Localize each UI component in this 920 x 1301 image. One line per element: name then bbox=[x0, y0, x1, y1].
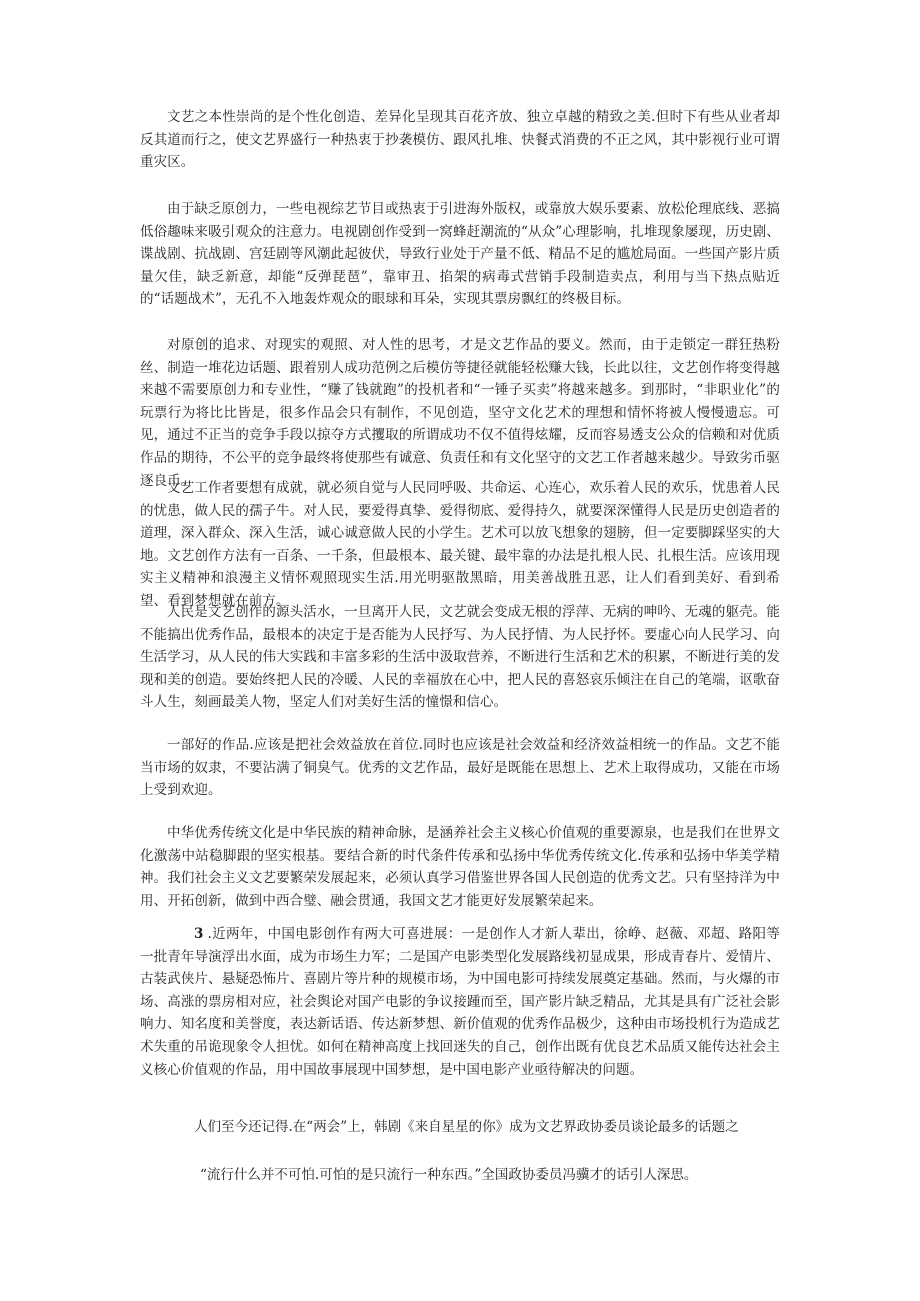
paragraph-number: 3 bbox=[194, 926, 204, 942]
paragraph-4: 文艺工作者要想有成就，就必须自觉与人民同呼吸、共命运、心连心，欢乐着人民的欢乐，忧患着人民的忧患，做人民的孺子牛。对人民，要爱得真挚、爱得彻底、爱得持久，就要深深懂得人民是历史创造者的道理，深入群众、深入生活，诚心诚意做人民的小学生。艺术可以放飞想象的翅膀，但一定要脚踩坚实的大地。文艺创作方法有一百条、一千条，但最根本、最关键、最牢靠的办法是扎根人民、扎根生活。应该用现实主义精神和浪漫主义情怀观照现实生活.用光明驱散黑暗，用美善战胜丑恶，让人们看到美好、看到希望、看到梦想就在前方。 bbox=[140, 480, 780, 609]
paragraph-6: 一部好的作品.应该是把社会效益放在首位.同时也应该是社会效益和经济效益相统一的作品。文艺不能当市场的奴隶，不要沾满了铜臭气。优秀的文艺作品，最好是既能在思想上、艺术上取得成功，又能在市场上受到欢迎。 bbox=[140, 737, 780, 799]
paragraph-5: 人民是文艺创作的源头活水，一旦离开人民，文艺就会变成无根的浮萍、无病的呻吟、无魂的躯壳。能不能搞出优秀作品，最根本的决定于是否能为人民抒写、为人民抒情、为人民抒怀。要虚心向人民学习、向生活学习，从人民的伟大实践和丰富多彩的生活中汲取营养，不断进行生活和艺术的积累，不断进行美的发现和美的创造。要始终把人民的冷暖、人民的幸福放在心中，把人民的喜怒哀乐倾注在自己的笔端，讴歌奋斗人生，刻画最美人物，坚定人们对美好生活的憧憬和信心。 bbox=[140, 604, 780, 711]
paragraph-1: 文艺之本性崇尚的是个性化创造、差异化呈现其百花齐放、独立卓越的精致之美.但时下有些从业者却反其道而行之，使文艺界盛行一种热衷于抄袭模仿、跟风扎堆、快餐式消费的不正之风，其中影视行业可谓重灾区。 bbox=[140, 109, 780, 171]
paragraph-7: 中华优秀传统文化是中华民族的精神命脉，是涵养社会主义核心价值观的重要源泉，也是我们在世界文化激荡中站稳脚跟的坚实根基。要结合新的时代条件传承和弘扬中华优秀传统文化.传承和弘扬中华美学精神。我们社会主义文艺要繁荣发展起来，必须认真学习借鉴世界各国人民创造的优秀文艺。只有坚持洋为中用、开拓创新，做到中西合璧、融会贯通，我国文艺才能更好发展繁荣起来。 bbox=[140, 825, 780, 909]
text-line-two-sessions: 人们至今还记得.在“两会”上，韩剧《来自星星的你》成为文艺界政协委员谈论最多的话题之 bbox=[194, 1119, 739, 1135]
paragraph-3: 对原创的追求、对现实的观照、对人性的思考，才是文艺作品的要义。然而，由于走锁定一群狂热粉丝、制造一堆花边话题、跟着别人成功范例之后模仿等捷径就能轻松赚大钱，长此以往，文艺创作将变得越来越不需要原创力和专业性，“赚了钱就跑”的投机者和“一锤子买卖”将越来越多。到那时，“非职业化”的玩票行为将比比皆是，很多作品会只有制作，不见创造，坚守文化艺术的理想和情怀将被人慢慢遗忘。可见，通过不正当的竞争手段以掠夺方式攫取的所谓成功不仅不值得炫耀，反而容易透支公众的信赖和对优质作品的期待，不公平的竞争最终将使那些有诚意、负责任和有文化坚守的文艺工作者越来越少。导致劣币驱逐良币。 bbox=[140, 337, 780, 489]
paragraph-8-text: .近两年，中国电影创作有两大可喜进展：一是创作人才新人辈出，徐峥、赵薇、邓超、路阳等一批青年导演浮出水面，成为市场生力军；二是国产电影类型化发展路线初显成果，形成青春片、爱情片、古装武侠片、悬疑恐怖片、喜剧片等片种的规模市场，为中国电影可持续发展奠定基础。然而，与火爆的市场、高涨的票房相对应，社会舆论对国产电影的争议接踵而至，国产影片缺乏精品，尤其是具有广泛社会影响力、知名度和美誉度，表达新话语、传达新梦想、新价值观的优秀作品极少，这种由市场投机行为造成艺术失重的吊诡现象令人担忧。如何在精神高度上找回迷失的自己，创作出既有优良艺术品质又能传达社会主义核心价值观的作品，用中国故事展现中国梦想，是中国电影产业亟待解决的问题。 bbox=[140, 926, 780, 1078]
paragraph-8-numbered bbox=[140, 923, 780, 1081]
text-line-quote: “流行什么并不可怕.可怕的是只流行一种东西。”全国政协委员冯骥才的话引人深思。 bbox=[200, 1167, 698, 1183]
paragraph-2: 由于缺乏原创力，一些电视综艺节目或热衷于引进海外版权，或靠放大娱乐要素、放松伦理底线、恶搞低俗趣味来吸引观众的注意力。电视剧创作受到一窝蜂赶潮流的“从众”心理影响，扎堆现象屡现，历史剧、谍战剧、抗战剧、宫廷剧等风潮此起彼伏，导致行业处于产量不低、精品不足的尴尬局面。一些国产影片质量欠佳，缺乏新意，却能“反弹琵琶”，靠审丑、掐架的病毒式营销手段制造卖点，利用与当下热点贴近的“话题战术”，无孔不入地轰炸观众的眼球和耳朵，实现其票房飘红的终极目标。 bbox=[140, 201, 780, 308]
